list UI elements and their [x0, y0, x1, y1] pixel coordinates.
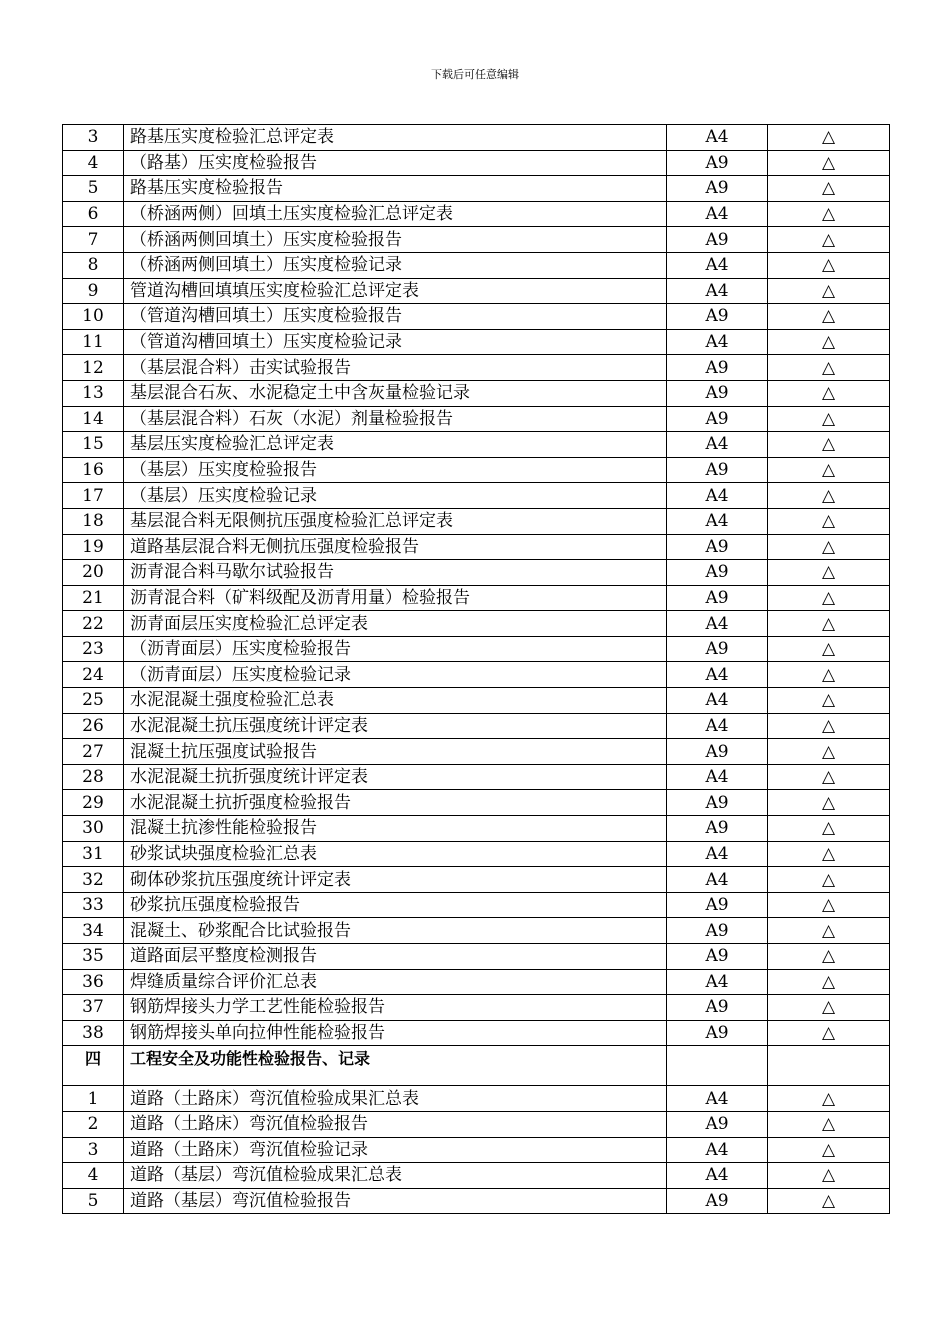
row-mark: △: [768, 355, 890, 381]
row-number: 1: [63, 1086, 124, 1112]
row-name: （基层）压实度检验报告: [124, 457, 667, 483]
row-mark: △: [768, 560, 890, 586]
row-size: A9: [667, 1188, 768, 1214]
row-name: 道路（基层）弯沉值检验报告: [124, 1188, 667, 1214]
row-mark: △: [768, 508, 890, 534]
row-size: A4: [667, 329, 768, 355]
row-mark: △: [768, 867, 890, 893]
row-size: A9: [667, 790, 768, 816]
table-row: [63, 662, 890, 688]
row-name: （基层混合料）石灰（水泥）剂量检验报告: [124, 406, 667, 432]
row-mark: △: [768, 892, 890, 918]
document-table: [62, 124, 890, 1214]
table-row: [63, 406, 890, 432]
row-mark: △: [768, 841, 890, 867]
row-number: 23: [63, 636, 124, 662]
row-number: 32: [63, 867, 124, 893]
row-number: 6: [63, 201, 124, 227]
row-name: （沥青面层）压实度检验记录: [124, 662, 667, 688]
row-number: 34: [63, 918, 124, 944]
row-number: 18: [63, 508, 124, 534]
table-row: [63, 1163, 890, 1189]
row-mark: △: [768, 969, 890, 995]
row-number: 12: [63, 355, 124, 381]
row-name: 道路（土路床）弯沉值检验记录: [124, 1137, 667, 1163]
row-size: A4: [667, 278, 768, 304]
row-size: A9: [667, 892, 768, 918]
table-row: [63, 816, 890, 842]
row-name: （桥涵两侧）回填土压实度检验汇总评定表: [124, 201, 667, 227]
row-name: 道路基层混合料无侧抗压强度检验报告: [124, 534, 667, 560]
row-size: A9: [667, 1111, 768, 1137]
table-row: [63, 508, 890, 534]
row-number: 36: [63, 969, 124, 995]
row-mark: △: [768, 176, 890, 202]
row-name: 基层混合石灰、水泥稳定土中含灰量检验记录: [124, 380, 667, 406]
row-number: 29: [63, 790, 124, 816]
table-row: [63, 841, 890, 867]
row-name: （桥涵两侧回填土）压实度检验报告: [124, 227, 667, 253]
row-number: 13: [63, 380, 124, 406]
section-number: 四: [63, 1046, 124, 1086]
row-name: 混凝土抗压强度试验报告: [124, 739, 667, 765]
header-note: 下载后可任意编辑: [431, 68, 519, 81]
row-mark: △: [768, 636, 890, 662]
table-row: [63, 483, 890, 509]
row-size: A9: [667, 816, 768, 842]
row-size: A9: [667, 739, 768, 765]
row-mark: △: [768, 125, 890, 151]
row-number: 31: [63, 841, 124, 867]
row-mark: △: [768, 150, 890, 176]
row-name: 基层压实度检验汇总评定表: [124, 432, 667, 458]
row-mark: △: [768, 611, 890, 637]
row-size: A9: [667, 995, 768, 1021]
row-name: 道路（基层）弯沉值检验成果汇总表: [124, 1163, 667, 1189]
row-name: （路基）压实度检验报告: [124, 150, 667, 176]
row-mark: △: [768, 713, 890, 739]
row-size: A4: [667, 483, 768, 509]
table-row: [63, 534, 890, 560]
table-row: [63, 560, 890, 586]
table-row: [63, 867, 890, 893]
row-mark: △: [768, 457, 890, 483]
table-row: [63, 969, 890, 995]
row-number: 37: [63, 995, 124, 1021]
row-number: 3: [63, 1137, 124, 1163]
row-mark: △: [768, 201, 890, 227]
table-row: [63, 432, 890, 458]
row-name: 沥青混合料（矿料级配及沥青用量）检验报告: [124, 585, 667, 611]
row-size: A9: [667, 534, 768, 560]
section-mark-cell: [768, 1046, 890, 1086]
row-size: A4: [667, 867, 768, 893]
row-size: A9: [667, 150, 768, 176]
row-name: （基层）压实度检验记录: [124, 483, 667, 509]
row-number: 38: [63, 1020, 124, 1046]
row-number: 4: [63, 150, 124, 176]
row-size: A4: [667, 125, 768, 151]
row-name: 水泥混凝土强度检验汇总表: [124, 688, 667, 714]
row-size: A9: [667, 176, 768, 202]
row-mark: △: [768, 252, 890, 278]
table-row: [63, 1020, 890, 1046]
row-number: 5: [63, 1188, 124, 1214]
row-mark: △: [768, 764, 890, 790]
row-size: A4: [667, 841, 768, 867]
row-number: 9: [63, 278, 124, 304]
row-name: 砌体砂浆抗压强度统计评定表: [124, 867, 667, 893]
row-number: 3: [63, 125, 124, 151]
row-number: 14: [63, 406, 124, 432]
row-size: A9: [667, 304, 768, 330]
row-number: 11: [63, 329, 124, 355]
row-number: 22: [63, 611, 124, 637]
row-name: 路基压实度检验汇总评定表: [124, 125, 667, 151]
row-name: 水泥混凝土抗压强度统计评定表: [124, 713, 667, 739]
row-mark: △: [768, 329, 890, 355]
section-title: 工程安全及功能性检验报告、记录: [124, 1046, 667, 1086]
row-name: 水泥混凝土抗折强度统计评定表: [124, 764, 667, 790]
table-row: [63, 1137, 890, 1163]
row-name: 道路（土路床）弯沉值检验报告: [124, 1111, 667, 1137]
row-name: 基层混合料无限侧抗压强度检验汇总评定表: [124, 508, 667, 534]
table-row: [63, 457, 890, 483]
row-number: 28: [63, 764, 124, 790]
row-name: 砂浆试块强度检验汇总表: [124, 841, 667, 867]
row-size: A9: [667, 1020, 768, 1046]
table-row: [63, 1111, 890, 1137]
table-row: [63, 125, 890, 151]
row-size: A4: [667, 508, 768, 534]
table-row: [63, 150, 890, 176]
row-name: 管道沟槽回填填压实度检验汇总评定表: [124, 278, 667, 304]
row-mark: △: [768, 278, 890, 304]
row-size: A9: [667, 355, 768, 381]
row-number: 4: [63, 1163, 124, 1189]
table-row: [63, 380, 890, 406]
row-size: A4: [667, 1137, 768, 1163]
row-name: （管道沟槽回填土）压实度检验报告: [124, 304, 667, 330]
row-size: A4: [667, 969, 768, 995]
table-row: [63, 790, 890, 816]
row-number: 15: [63, 432, 124, 458]
row-number: 35: [63, 944, 124, 970]
table-row: [63, 995, 890, 1021]
table-row: [63, 201, 890, 227]
row-mark: △: [768, 534, 890, 560]
row-number: 33: [63, 892, 124, 918]
table-row: [63, 892, 890, 918]
row-mark: △: [768, 944, 890, 970]
row-size: A4: [667, 252, 768, 278]
row-size: A4: [667, 201, 768, 227]
row-mark: △: [768, 1188, 890, 1214]
row-mark: △: [768, 227, 890, 253]
section-row: [63, 1046, 890, 1086]
row-number: 26: [63, 713, 124, 739]
row-number: 5: [63, 176, 124, 202]
row-mark: △: [768, 380, 890, 406]
row-size: A9: [667, 636, 768, 662]
table-row: [63, 611, 890, 637]
row-mark: △: [768, 1086, 890, 1112]
row-mark: △: [768, 432, 890, 458]
row-number: 25: [63, 688, 124, 714]
row-name: 水泥混凝土抗折强度检验报告: [124, 790, 667, 816]
table-row: [63, 1086, 890, 1112]
section-size-cell: [667, 1046, 768, 1086]
row-mark: △: [768, 995, 890, 1021]
row-size: A9: [667, 585, 768, 611]
row-number: 16: [63, 457, 124, 483]
row-size: A9: [667, 944, 768, 970]
row-name: 混凝土抗渗性能检验报告: [124, 816, 667, 842]
table-row: [63, 252, 890, 278]
row-number: 21: [63, 585, 124, 611]
table-row: [63, 329, 890, 355]
row-size: A9: [667, 406, 768, 432]
row-mark: △: [768, 1020, 890, 1046]
row-size: A9: [667, 380, 768, 406]
row-number: 17: [63, 483, 124, 509]
row-number: 20: [63, 560, 124, 586]
row-size: A4: [667, 1086, 768, 1112]
row-name: 钢筋焊接头单向拉伸性能检验报告: [124, 1020, 667, 1046]
row-mark: △: [768, 585, 890, 611]
row-name: （基层混合料）击实试验报告: [124, 355, 667, 381]
row-mark: △: [768, 918, 890, 944]
table-body-main: [63, 125, 890, 1046]
table-row: [63, 739, 890, 765]
row-number: 2: [63, 1111, 124, 1137]
table-row: [63, 688, 890, 714]
row-size: A4: [667, 611, 768, 637]
row-number: 10: [63, 304, 124, 330]
row-size: A4: [667, 688, 768, 714]
row-number: 8: [63, 252, 124, 278]
row-size: A9: [667, 560, 768, 586]
row-mark: △: [768, 790, 890, 816]
row-name: 沥青面层压实度检验汇总评定表: [124, 611, 667, 637]
row-size: A9: [667, 918, 768, 944]
row-name: （桥涵两侧回填土）压实度检验记录: [124, 252, 667, 278]
row-size: A9: [667, 457, 768, 483]
row-mark: △: [768, 1111, 890, 1137]
row-number: 30: [63, 816, 124, 842]
row-mark: △: [768, 483, 890, 509]
row-name: 道路（土路床）弯沉值检验成果汇总表: [124, 1086, 667, 1112]
row-number: 24: [63, 662, 124, 688]
row-size: A4: [667, 713, 768, 739]
row-mark: △: [768, 1163, 890, 1189]
row-name: （管道沟槽回填土）压实度检验记录: [124, 329, 667, 355]
table-row: [63, 227, 890, 253]
table-body-section: [63, 1086, 890, 1214]
table-row: [63, 278, 890, 304]
table-row: [63, 944, 890, 970]
table-row: [63, 176, 890, 202]
row-size: A4: [667, 432, 768, 458]
row-size: A9: [667, 227, 768, 253]
row-name: 沥青混合料马歇尔试验报告: [124, 560, 667, 586]
row-mark: △: [768, 816, 890, 842]
table-row: [63, 918, 890, 944]
row-mark: △: [768, 406, 890, 432]
row-name: （沥青面层）压实度检验报告: [124, 636, 667, 662]
row-number: 27: [63, 739, 124, 765]
row-mark: △: [768, 1137, 890, 1163]
table-row: [63, 585, 890, 611]
row-name: 路基压实度检验报告: [124, 176, 667, 202]
row-mark: △: [768, 304, 890, 330]
row-size: A4: [667, 764, 768, 790]
table-row: [63, 764, 890, 790]
table-row: [63, 636, 890, 662]
row-size: A4: [667, 1163, 768, 1189]
table-row: [63, 304, 890, 330]
row-name: 焊缝质量综合评价汇总表: [124, 969, 667, 995]
row-name: 混凝土、砂浆配合比试验报告: [124, 918, 667, 944]
table-row: [63, 355, 890, 381]
row-mark: △: [768, 688, 890, 714]
row-name: 道路面层平整度检测报告: [124, 944, 667, 970]
row-size: A4: [667, 662, 768, 688]
row-number: 19: [63, 534, 124, 560]
row-name: 砂浆抗压强度检验报告: [124, 892, 667, 918]
row-name: 钢筋焊接头力学工艺性能检验报告: [124, 995, 667, 1021]
row-mark: △: [768, 739, 890, 765]
section-header: [63, 1046, 890, 1086]
table-row: [63, 713, 890, 739]
row-number: 7: [63, 227, 124, 253]
table-row: [63, 1188, 890, 1214]
row-mark: △: [768, 662, 890, 688]
